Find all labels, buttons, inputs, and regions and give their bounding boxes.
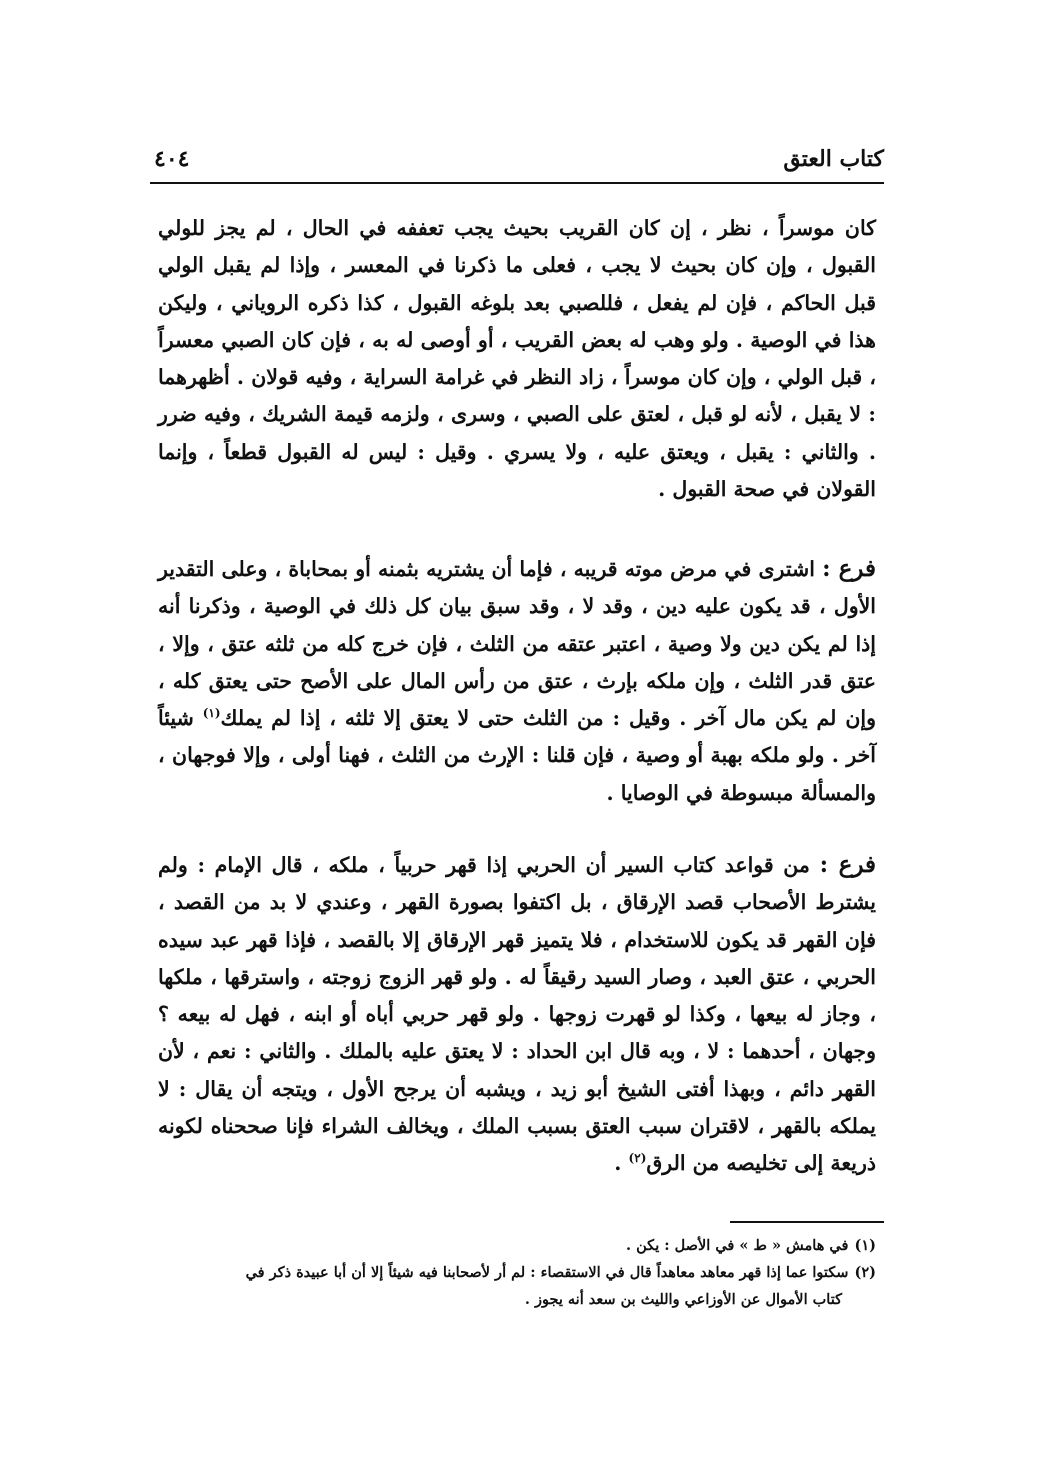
- page-number: ٤٠٤: [154, 146, 190, 172]
- footnote-1: [158, 1232, 876, 1259]
- paragraph-2: [158, 550, 876, 812]
- paragraph-3-text: من قواعد كتاب السير أن الحربي إذا قهر حربياً ، ملكه ، قال الإمام : ولم يشترط الأصحاب قصد الإرقاق ، بل اكتفوا بصورة القهر ، وعندي لا بد من القصد ، فإن القهر قد يكون للاستخدام ، فلا يتميز قهر الإرقاق إلا بالقصد ، فإذا قهر عبد سيده الحربي ، عتق العبد ، وصار السيد رقيقاً له . ولو قهر الزوج زوجته ، واسترقها ، ملكها ، وجاز له بيعها ، وكذا لو قهرت زوجها . ولو قهر حربي أباه أو ابنه ، فهل له بيعه ؟ وجهان ، أحدهما : لا ، وبه قال ابن الحداد : لا يعتق عليه بالملك . والثاني : نعم ، لأن القهر دائم ، وبهذا أفتى الشيخ أبو زيد ، ويشبه أن يرجح الأول ، ويتجه أن يقال : لا يملكه بالقهر ، لاقتران سبب العتق بسبب الملك ، ويخالف الشراء فإنا صححناه لكونه ذريعة إلى تخليصه من الرق: [158, 853, 876, 1176]
- paragraph-2-text-after: شيئاً آخر . ولو ملكه بهبة أو وصية ، فإن قلنا : الإرث من الثلث ، فهنا أولى ، وإلا فوجهان ، والمسألة مبسوطة في الوصايا .: [158, 706, 876, 805]
- footnote-1-marker: (١): [854, 1237, 876, 1254]
- paragraph-2-text: اشترى في مرض موته قريبه ، فإما أن يشتريه بثمنه أو بمحاباة ، وعلى التقدير الأول ، قد يكون عليه دين ، وقد لا ، وقد سبق بيان كل ذلك في الوصية ، وذكرنا أنه إذا لم يكن دين ولا وصية ، اعتبر عتقه من الثلث ، فإن خرج كله من ثلثه عتق ، وإلا ، عتق قدر الثلث ، وإن ملكه بإرث ، عتق من رأس المال على الأصح حتى يعتق كله ، وإن لم يكن مال آخر . وقيل : من الثلث حتى لا يعتق إلا ثلثه ، إذا لم يملك: [158, 557, 876, 731]
- footnote-2-marker: (٢): [854, 1264, 876, 1281]
- footnote-2-continuation: كتاب الأموال عن الأوزاعي والليث بن سعد أنه يجوز .: [524, 1291, 842, 1308]
- chapter-title: كتاب العتق: [783, 146, 884, 172]
- running-header: [150, 140, 884, 182]
- footnote-ref-1[interactable]: (١): [202, 706, 221, 721]
- footnote-divider: [730, 1221, 884, 1223]
- paragraph-3-label: فرع :: [819, 851, 877, 878]
- paragraph-1: [158, 210, 876, 508]
- paragraph-1-text: كان موسراً ، نظر ، إن كان القريب بحيث يجب تعففه في الحال ، لم يجز للولي القبول ، وإن كان بحيث لا يجب ، فعلى ما ذكرنا في المعسر ، وإذا لم يقبل الولي قبل الحاكم ، فإن لم يفعل ، فللصبي بعد بلوغه القبول ، كذا ذكره الروياني ، وليكن هذا في الوصية . ولو وهب له بعض القريب ، أو أوصى له به ، فإن كان الصبي معسراً ، قبل الولي ، وإن كان موسراً ، زاد النظر في غرامة السراية ، وفيه قولان . أظهرهما : لا يقبل ، لأنه لو قبل ، لعتق على الصبي ، وسرى ، ولزمه قيمة الشريك ، وفيه ضرر . والثاني : يقبل ، ويعتق عليه ، ولا يسري . وقيل : ليس له القبول قطعاً ، وإنما القولان في صحة القبول .: [158, 216, 876, 502]
- header-divider: [150, 182, 884, 184]
- paragraph-3-text-after: .: [614, 1151, 629, 1176]
- footnote-2-text: سكتوا عما إذا قهر معاهد معاهداً قال في الاستقصاء : لم أر لأصحابنا فيه شيئاً إلا أن أبا عبيدة ذكر في: [245, 1264, 849, 1281]
- paragraph-2-label: فرع :: [822, 555, 876, 582]
- footnote-ref-2[interactable]: (٢): [628, 1151, 647, 1166]
- footnote-2: [158, 1259, 876, 1313]
- footnote-1-text: في هامش « ط » في الأصل : يكن .: [626, 1237, 849, 1254]
- paragraph-3: [158, 846, 876, 1183]
- footnotes: [158, 1232, 876, 1313]
